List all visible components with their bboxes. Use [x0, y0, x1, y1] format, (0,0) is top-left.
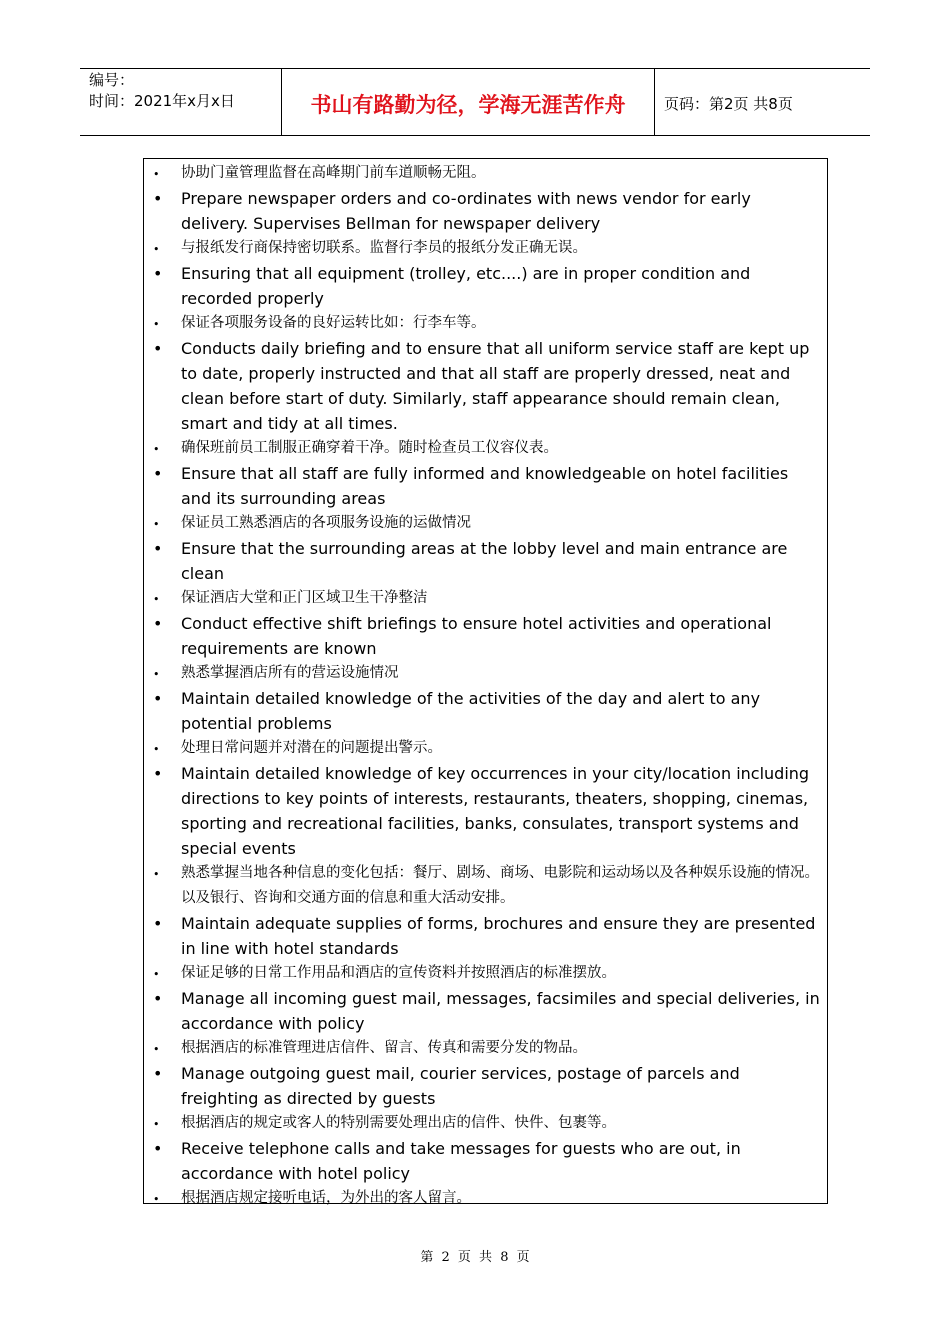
bullet-icon: •: [153, 518, 160, 531]
document-date-label: 时间：2021年x月x日: [89, 92, 235, 110]
list-item-chinese: [144, 1111, 828, 1136]
list-item-text: 保证酒店大堂和正门区域卫生干净整洁: [181, 590, 428, 606]
list-item-text: Ensuring that all equipment (trolley, etc....) are in proper condition and recorded properly: [181, 264, 751, 308]
list-item-text: 确保班前员工制服正确穿着干净。随时检查员工仪容仪表。: [181, 440, 558, 456]
duties-list: [144, 161, 828, 1211]
list-item-chinese: [144, 511, 828, 536]
list-item-text: Ensure that the surrounding areas at the lobby level and main entrance are clean: [181, 539, 788, 583]
list-item-text: Conduct effective shift briefings to ensure hotel activities and operational requirements are known: [181, 614, 772, 658]
list-item-chinese: [144, 436, 828, 461]
page-footer: 第 2 页 共 8 页: [420, 1250, 530, 1265]
page-header: [80, 68, 870, 136]
bullet-icon: •: [153, 264, 163, 283]
bullet-icon: •: [153, 668, 160, 681]
header-motto: 书山有路勤为径，学海无涯苦作舟: [310, 93, 626, 117]
bullet-icon: •: [153, 1064, 163, 1083]
bullet-icon: •: [153, 1193, 160, 1206]
bullet-icon: •: [153, 989, 163, 1008]
list-item-chinese: [144, 1036, 828, 1061]
list-item-text: Maintain detailed knowledge of key occurrences in your city/location including directions to key points of interests, restaurants, theaters, shopping, cinemas, sporting and recreational facilities, banks, consulates, transport systems and special events: [181, 764, 810, 858]
list-item-chinese: [144, 661, 828, 686]
bullet-icon: •: [153, 443, 160, 456]
list-item-text: 保证员工熟悉酒店的各项服务设施的运做情况: [181, 515, 471, 531]
list-item-english: [144, 686, 828, 736]
list-item-text: 根据酒店的标准管理进店信件、留言、传真和需要分发的物品。: [181, 1040, 587, 1056]
list-item-english: [144, 336, 828, 436]
header-page-number: 页码：第2页 共8页: [664, 94, 793, 113]
header-page-cell: [655, 69, 870, 135]
list-item-text: 熟悉掌握当地各种信息的变化包括：餐厅、剧场、商场、电影院和运动场以及各种娱乐设施的情况。以及银行、咨询和交通方面的信息和重大活动安排。: [181, 865, 819, 906]
list-item-text: Maintain detailed knowledge of the activities of the day and alert to any potential problems: [181, 689, 761, 733]
bullet-icon: •: [153, 689, 163, 708]
list-item-text: 协助门童管理监督在高峰期门前车道顺畅无阻。: [181, 165, 486, 181]
list-item-english: [144, 911, 828, 961]
bullet-icon: •: [153, 614, 163, 633]
list-item-text: 处理日常问题并对潜在的问题提出警示。: [181, 740, 442, 756]
list-item-text: 熟悉掌握酒店所有的营运设施情况: [181, 665, 399, 681]
list-item-text: 根据酒店规定接听电话，为外出的客人留言。: [181, 1190, 471, 1206]
list-item-chinese: [144, 1186, 828, 1211]
list-item-text: 保证各项服务设备的良好运转比如：行李车等。: [181, 315, 486, 331]
list-item-text: 保证足够的日常工作用品和酒店的宣传资料并按照酒店的标准摆放。: [181, 965, 616, 981]
list-item-english: [144, 1061, 828, 1111]
bullet-icon: •: [153, 339, 163, 358]
list-item-text: Manage outgoing guest mail, courier services, postage of parcels and freighting as directed by guests: [181, 1064, 740, 1108]
list-item-english: [144, 986, 828, 1036]
list-item-english: [144, 761, 828, 861]
list-item-text: Manage all incoming guest mail, messages, facsimiles and special deliveries, in accordance with policy: [181, 989, 820, 1033]
list-item-english: [144, 261, 828, 311]
bullet-icon: •: [153, 464, 163, 483]
list-item-text: 根据酒店的规定或客人的特别需要处理出店的信件、快件、包裹等。: [181, 1115, 616, 1131]
list-item-chinese: [144, 161, 828, 186]
bullet-icon: •: [153, 868, 160, 881]
list-item-english: [144, 186, 828, 236]
list-item-text: Prepare newspaper orders and co-ordinates with news vendor for early delivery. Supervises Bellman for newspaper delivery: [181, 189, 751, 233]
bullet-icon: •: [153, 914, 163, 933]
bullet-icon: •: [153, 968, 160, 981]
bullet-icon: •: [153, 539, 163, 558]
bullet-icon: •: [153, 764, 163, 783]
list-item-english: [144, 1136, 828, 1186]
list-item-chinese: [144, 586, 828, 611]
bullet-icon: •: [153, 243, 160, 256]
bullet-icon: •: [153, 1118, 160, 1131]
duties-list-box: [143, 158, 828, 1204]
list-item-english: [144, 461, 828, 511]
list-item-text: Ensure that all staff are fully informed and knowledgeable on hotel facilities and its surrounding areas: [181, 464, 789, 508]
bullet-icon: •: [153, 189, 163, 208]
list-item-chinese: [144, 861, 828, 911]
list-item-text: Conducts daily briefing and to ensure that all uniform service staff are kept up to date, properly instructed and that all staff are properly dressed, neat and clean before start of duty. Similarly, staff appearance should remain clean, smart and tidy at all times.: [181, 339, 810, 433]
header-info-cell: [80, 69, 282, 135]
list-item-chinese: [144, 311, 828, 336]
header-motto-cell: [282, 69, 655, 135]
bullet-icon: •: [153, 318, 160, 331]
list-item-chinese: [144, 736, 828, 761]
list-item-text: 与报纸发行商保持密切联系。监督行李员的报纸分发正确无误。: [181, 240, 587, 256]
document-number-label: 编号：: [89, 71, 135, 89]
list-item-text: Maintain adequate supplies of forms, brochures and ensure they are presented in line with hotel standards: [181, 914, 816, 958]
bullet-icon: •: [153, 743, 160, 756]
bullet-icon: •: [153, 168, 160, 181]
list-item-english: [144, 611, 828, 661]
list-item-chinese: [144, 236, 828, 261]
bullet-icon: •: [153, 1043, 160, 1056]
list-item-chinese: [144, 961, 828, 986]
list-item-english: [144, 536, 828, 586]
bullet-icon: •: [153, 593, 160, 606]
list-item-text: Receive telephone calls and take messages for guests who are out, in accordance with hotel policy: [181, 1139, 741, 1183]
bullet-icon: •: [153, 1139, 163, 1158]
